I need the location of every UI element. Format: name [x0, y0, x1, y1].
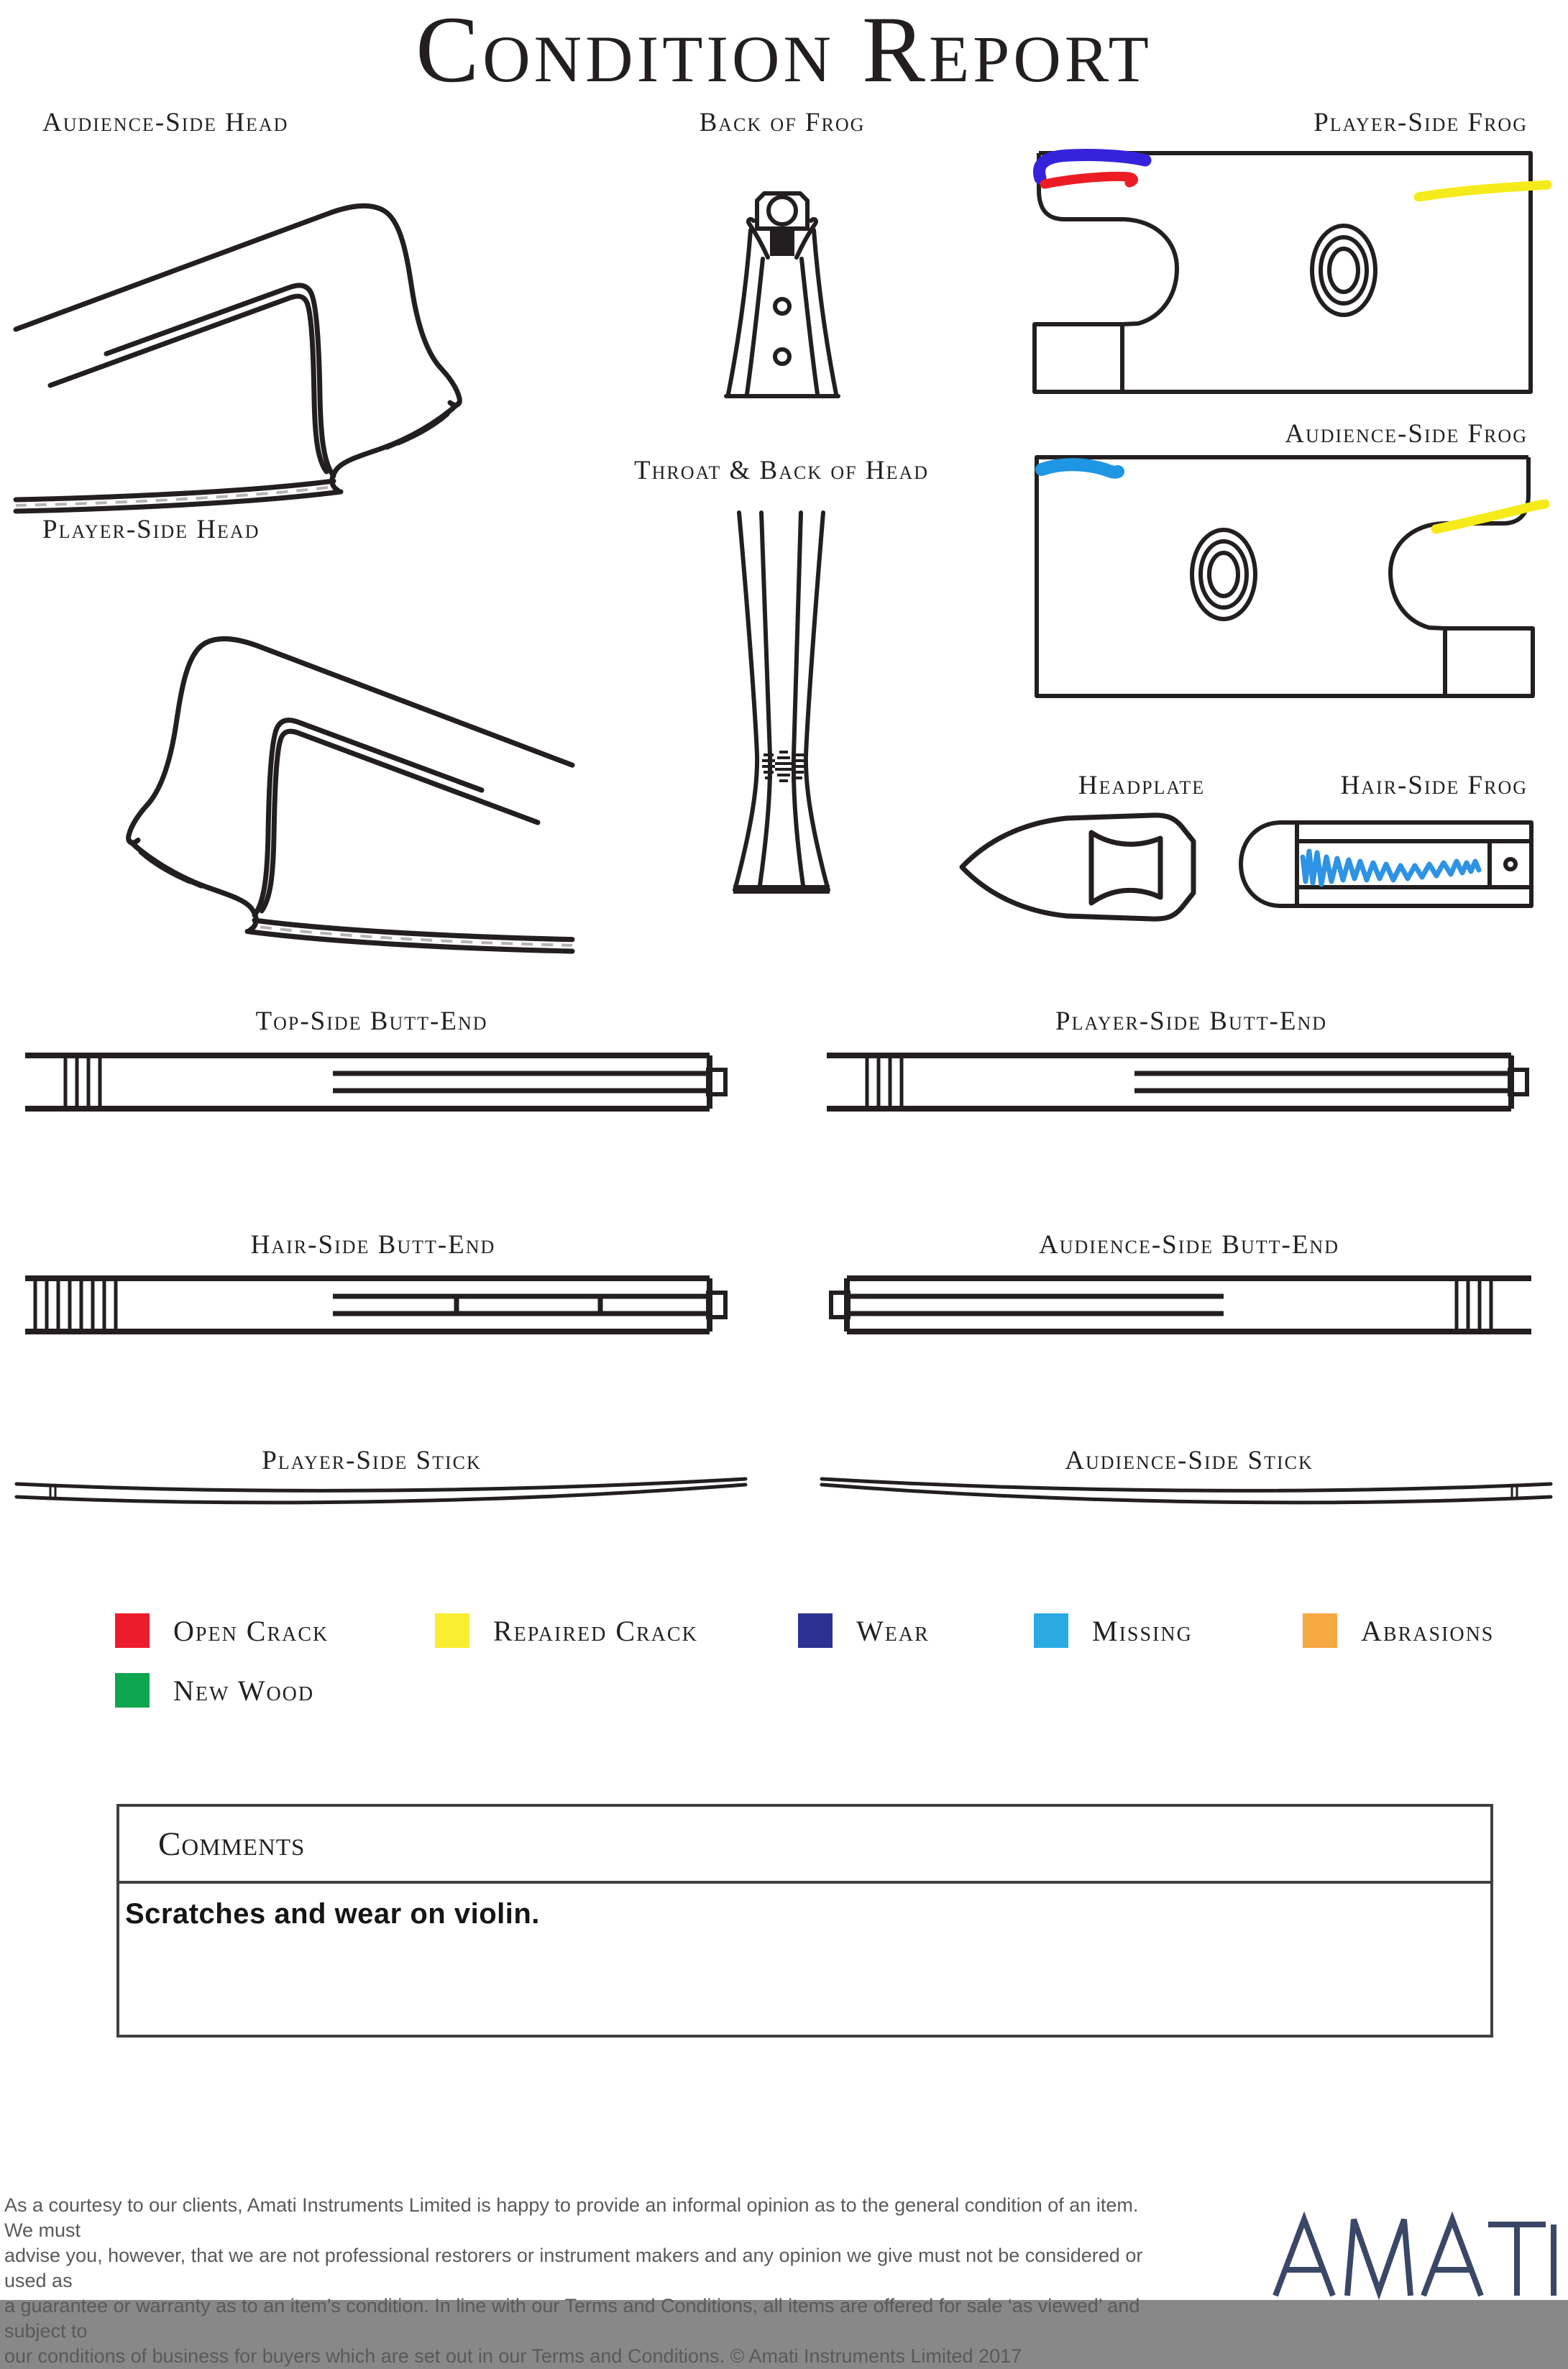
logo-letter-a1: [1275, 2219, 1333, 2296]
label-audience-side-stick: Audience-Side Stick: [1065, 1446, 1313, 1475]
label-player-side-butt-end: Player-Side Butt-End: [1055, 1007, 1328, 1036]
audience-side-head-drawing: [13, 138, 574, 447]
throat-back-of-head-drawing: [728, 510, 835, 895]
audience-side-frog-drawing: [1033, 454, 1534, 700]
label-player-side-head: Player-Side Head: [42, 515, 260, 544]
logo-letter-m: [1347, 2219, 1411, 2296]
legend-label: Open Crack: [173, 1614, 329, 1647]
missing-swatch: [1034, 1613, 1068, 1648]
frog-eye: [1192, 530, 1255, 619]
label-back-of-frog: Back of Frog: [699, 108, 866, 137]
footer-line: a guarantee or warranty as to an item’s condition. In line with our Terms and Conditions, all items are offered for sale ‘as viewed’ and subject to: [4, 2295, 1140, 2342]
legend-label: Repaired Crack: [493, 1614, 698, 1647]
label-throat-back-of-head: Throat & Back of Head: [633, 456, 930, 485]
repaired-crack-swatch: [435, 1613, 469, 1648]
legend-label: Wear: [856, 1614, 930, 1647]
page-title: Condition Report: [416, 0, 1152, 102]
hair-side-butt-end-drawing: [25, 1273, 730, 1337]
comments-text: Scratches and wear on violin.: [125, 1898, 540, 1930]
missing-mark: [1042, 464, 1118, 472]
waist-hatching: [762, 752, 805, 781]
label-hair-side-butt-end: Hair-Side Butt-End: [250, 1230, 496, 1260]
hair-side-frog-drawing: [1237, 820, 1534, 909]
label-headplate: Headplate: [1078, 771, 1206, 800]
stick-ticks: [1512, 1485, 1517, 1498]
player-side-head-drawing: [14, 569, 575, 886]
legend-item-wear: [798, 1613, 930, 1648]
label-player-side-stick: Player-Side Stick: [262, 1446, 482, 1475]
legend-item-abrasions: [1303, 1613, 1494, 1648]
wear-swatch: [798, 1613, 833, 1648]
ferrule-pin: [1505, 859, 1516, 869]
legend-label: Abrasions: [1361, 1614, 1495, 1647]
player-side-butt-end-drawing: [827, 1050, 1531, 1114]
legend-label: New Wood: [173, 1674, 315, 1707]
audience-side-butt-end-drawing: [827, 1273, 1531, 1337]
new-wood-swatch: [115, 1673, 150, 1708]
missing-mark-squiggle: [1303, 851, 1479, 884]
player-side-frog-drawing: [1033, 150, 1534, 395]
comments-header: [119, 1807, 1490, 1884]
label-top-side-butt-end: Top-Side Butt-End: [255, 1007, 488, 1036]
stick-ticks: [50, 1485, 55, 1498]
footer-line: As a courtesy to our clients, Amati Instruments Limited is happy to provide an informal opinion as to the general condition of an item. We must: [4, 2194, 1139, 2241]
audience-side-stick-drawing: [820, 1475, 1553, 1508]
label-audience-side-head: Audience-Side Head: [42, 108, 289, 137]
amati-logo: [1274, 2218, 1556, 2297]
repaired-crack-mark: [1418, 185, 1547, 197]
abrasions-swatch: [1303, 1613, 1337, 1648]
top-side-butt-end-drawing: [25, 1050, 730, 1114]
legend-item-repaired-crack: [435, 1613, 698, 1648]
label-audience-side-butt-end: Audience-Side Butt-End: [1039, 1230, 1339, 1260]
footer-disclaimer: [4, 2193, 1155, 2369]
headplate-drawing: [959, 810, 1203, 925]
lapping-lines: [65, 1058, 100, 1106]
open-crack-mark: [1045, 176, 1134, 184]
logo-letter-t: [1488, 2224, 1546, 2296]
label-hair-side-frog: Hair-Side Frog: [1340, 771, 1528, 800]
logo-letter-a2: [1423, 2219, 1481, 2296]
comments-title: Comments: [158, 1825, 306, 1863]
comments-box: [116, 1804, 1493, 2038]
lapping-lines: [1457, 1280, 1491, 1329]
headplate-inlay: [1091, 833, 1160, 903]
legend-item-new-wood: [115, 1673, 314, 1708]
legend-item-open-crack: [115, 1613, 329, 1648]
base-bar: [733, 885, 830, 894]
frog-eye: [1312, 226, 1375, 315]
button-shaft: [770, 229, 794, 256]
lapping-lines: [867, 1058, 902, 1106]
footer-line: advise you, however, that we are not professional restorers or instrument makers and any opinion we give must not be considered or used as: [4, 2245, 1143, 2291]
lapping-lines: [35, 1280, 116, 1329]
footer-line: our conditions of business for buyers which are set out in our Terms and Conditions. © Amati Instruments Limited 2017: [4, 2345, 1022, 2367]
player-side-stick-drawing: [14, 1475, 748, 1508]
legend-item-missing: [1034, 1613, 1193, 1648]
legend-label: Missing: [1092, 1614, 1193, 1647]
label-player-side-frog: Player-Side Frog: [1313, 108, 1528, 137]
label-audience-side-frog: Audience-Side Frog: [1285, 419, 1528, 449]
button-eye: [769, 197, 796, 224]
open-crack-swatch: [115, 1613, 150, 1648]
back-of-frog-drawing: [723, 191, 842, 401]
